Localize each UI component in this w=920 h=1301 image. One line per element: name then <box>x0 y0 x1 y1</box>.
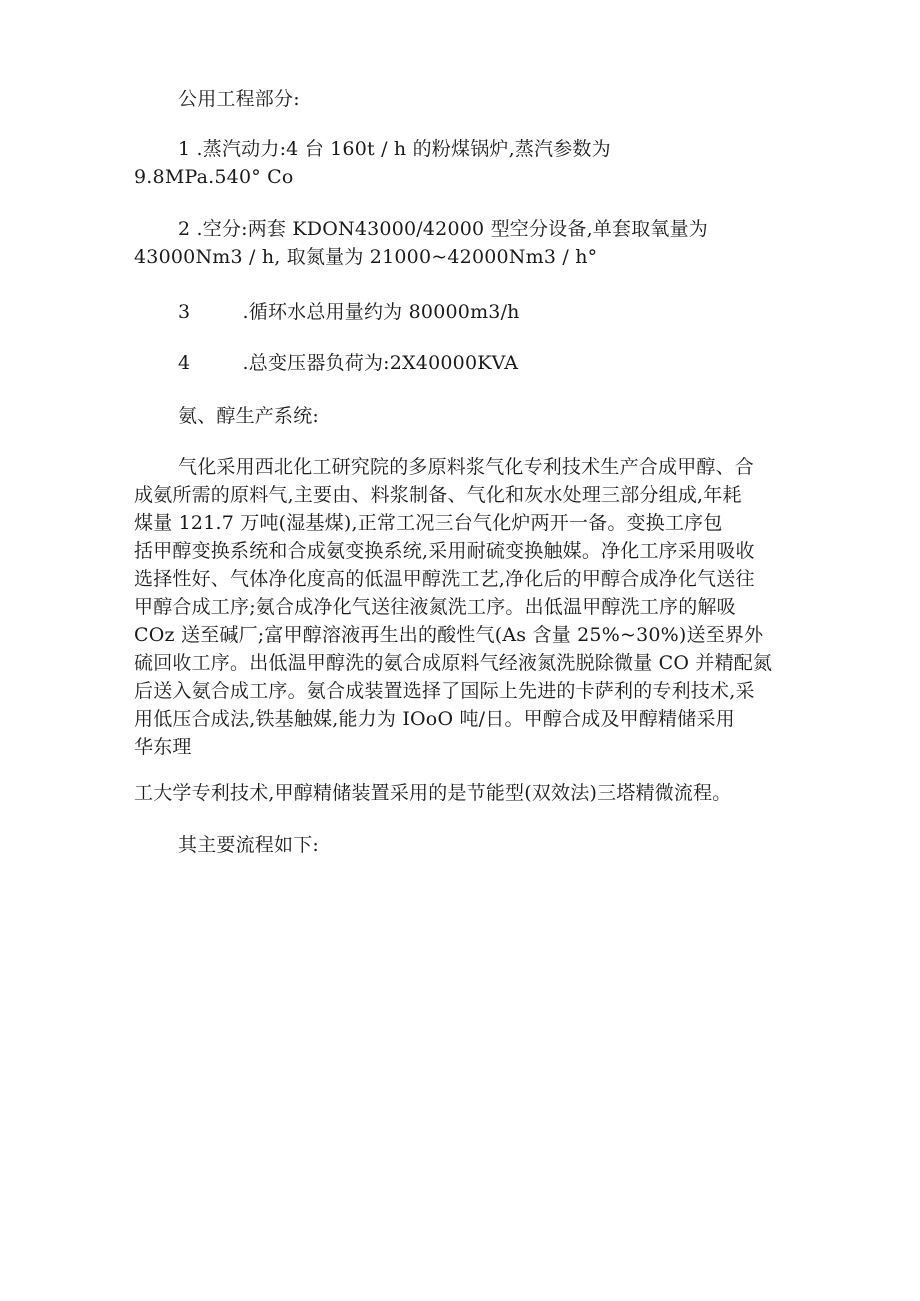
item-3 <box>178 298 520 326</box>
paragraph-line: 气化采用西北化工研究院的多原料浆气化专利技术生产合成甲醇、合 <box>178 456 755 478</box>
item-3-text: .循环水总用量约为 80000m3/h <box>242 301 520 323</box>
item-4-text: .总变压器负荷为:2X40000KVA <box>242 352 519 374</box>
item-3-number: 3 <box>178 301 191 323</box>
item-2-line-2: 43000Nm3 / h, 取氮量为 21000~42000Nm3 / h° <box>134 246 598 268</box>
paragraph-line: 煤量 121.7 万吨(湿基煤),正常工况三台气化炉两开一备。变换工序包 <box>134 512 723 534</box>
paragraph-line: COz 送至碱厂;富甲醇溶液再生出的酸性气(As 含量 25%~30%)送至界外 <box>134 624 764 646</box>
continuation-line: 工大学专利技术,甲醇精储装置采用的是节能型(双效法)三塔精微流程。 <box>134 782 732 804</box>
paragraph-line: 华东理 <box>134 736 192 758</box>
paragraph-line: 后送入氨合成工序。氨合成装置选择了国际上先进的卡萨利的专利技术,采 <box>134 680 755 702</box>
flow-intro: 其主要流程如下: <box>178 834 320 856</box>
item-4-number: 4 <box>178 352 191 374</box>
paragraph-line: 括甲醇变换系统和合成氨变换系统,采用耐硫变换触媒。净化工序采用吸收 <box>134 540 755 562</box>
production-heading: 氨、醇生产系统: <box>178 405 320 427</box>
paragraph-line: 选择性好、气体净化度高的低温甲醇洗工艺,净化后的甲醇合成净化气送往 <box>134 568 755 590</box>
item-1-line-1: 1 .蒸汽动力:4 台 160t / h 的粉煤锅炉,蒸汽参数为 <box>178 138 611 160</box>
paragraph-line: 用低压合成法,铁基触媒,能力为 IOoO 吨/日。甲醇合成及甲醇精储采用 <box>134 708 735 730</box>
paragraph-line: 成氨所需的原料气,主要由、料浆制备、气化和灰水处理三部分组成,年耗 <box>134 484 742 506</box>
item-4 <box>178 349 518 377</box>
paragraph-line: 硫回收工序。出低温甲醇洗的氨合成原料气经液氮洗脱除微量 CO 并精配氮 <box>134 652 773 674</box>
public-works-heading: 公用工程部分: <box>178 88 300 110</box>
paragraph-line: 甲醇合成工序;氨合成净化气送往液氮洗工序。出低温甲醇洗工序的解吸 <box>134 596 736 618</box>
item-1-line-2: 9.8MPa.540° Co <box>134 166 294 188</box>
item-2-line-1: 2 .空分:两套 KDON43000/42000 型空分设备,单套取氧量为 <box>178 218 709 240</box>
